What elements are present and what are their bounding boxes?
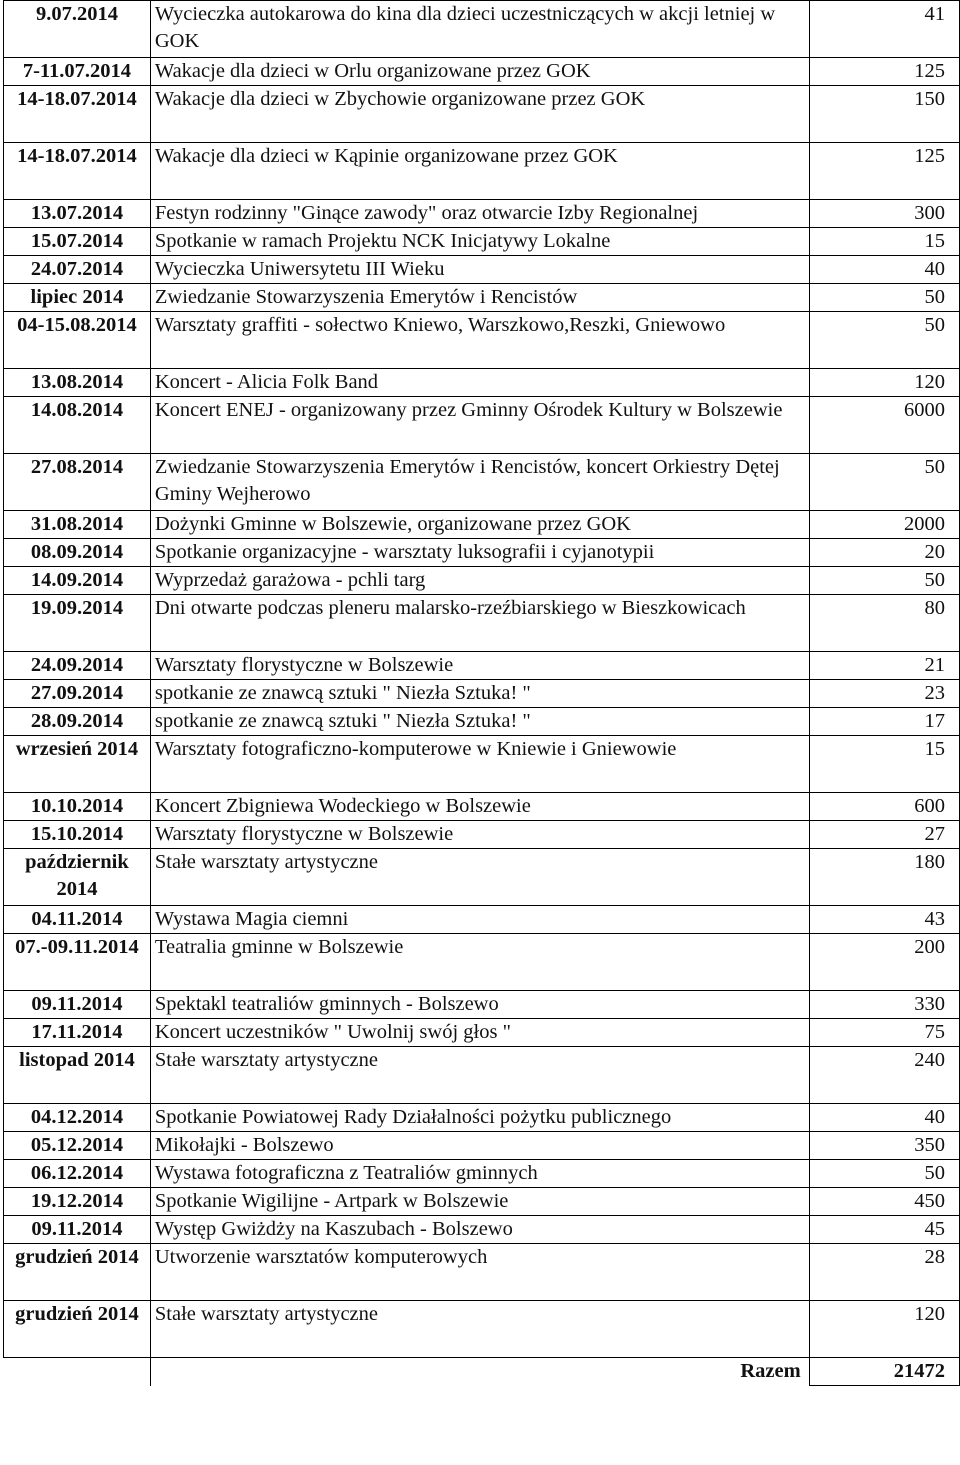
event-date: 24.07.2014 xyxy=(4,256,151,284)
event-date: 27.08.2014 xyxy=(4,454,151,511)
event-name: Festyn rodzinny "Ginące zawody" oraz otwarcie Izby Regionalnej xyxy=(150,200,809,228)
event-name: Wakacje dla dzieci w Zbychowie organizowane przez GOK xyxy=(150,86,809,143)
event-date: 09.11.2014 xyxy=(4,991,151,1019)
participant-count: 17 xyxy=(809,708,959,736)
participant-count: 20 xyxy=(809,539,959,567)
participant-count: 125 xyxy=(809,143,959,200)
participant-count: 50 xyxy=(809,312,959,369)
event-name: Spotkanie w ramach Projektu NCK Inicjatywy Lokalne xyxy=(150,228,809,256)
event-name: Spotkanie organizacyjne - warsztaty luksografii i cyjanotypii xyxy=(150,539,809,567)
participant-count: 50 xyxy=(809,284,959,312)
participant-count: 6000 xyxy=(809,397,959,454)
event-date: 06.12.2014 xyxy=(4,1160,151,1188)
event-date: 14.09.2014 xyxy=(4,567,151,595)
event-name: Spotkanie Wigilijne - Artpark w Bolszewie xyxy=(150,1188,809,1216)
table-row xyxy=(4,284,960,312)
event-date: 19.09.2014 xyxy=(4,595,151,652)
table-row xyxy=(4,511,960,539)
event-date: 14-18.07.2014 xyxy=(4,86,151,143)
participant-count: 40 xyxy=(809,256,959,284)
event-date: wrzesień 2014 xyxy=(4,736,151,793)
participant-count: 50 xyxy=(809,567,959,595)
event-name: Stałe warsztaty artystyczne xyxy=(150,1301,809,1358)
table-row xyxy=(4,228,960,256)
event-name: Teatralia gminne w Bolszewie xyxy=(150,934,809,991)
events-table xyxy=(3,0,960,1386)
participant-count: 15 xyxy=(809,736,959,793)
event-name: Występ Gwiżdży na Kaszubach - Bolszewo xyxy=(150,1216,809,1244)
table-row xyxy=(4,539,960,567)
event-date: 9.07.2014 xyxy=(4,1,151,58)
participant-count: 350 xyxy=(809,1132,959,1160)
event-date: październik 2014 xyxy=(4,849,151,906)
table-row xyxy=(4,821,960,849)
event-name: Dni otwarte podczas pleneru malarsko-rzeźbiarskiego w Bieszkowicach xyxy=(150,595,809,652)
participant-count: 43 xyxy=(809,906,959,934)
participant-count: 450 xyxy=(809,1188,959,1216)
event-date: 04.12.2014 xyxy=(4,1104,151,1132)
table-row xyxy=(4,652,960,680)
event-name: Koncert ENEJ - organizowany przez Gminny Ośrodek Kultury w Bolszewie xyxy=(150,397,809,454)
table-row xyxy=(4,1047,960,1104)
event-date: 31.08.2014 xyxy=(4,511,151,539)
table-row xyxy=(4,1,960,58)
participant-count: 15 xyxy=(809,228,959,256)
participant-count: 2000 xyxy=(809,511,959,539)
event-date: grudzień 2014 xyxy=(4,1244,151,1301)
event-name: Koncert - Alicia Folk Band xyxy=(150,369,809,397)
participant-count: 50 xyxy=(809,454,959,511)
event-date: 07.-09.11.2014 xyxy=(4,934,151,991)
participant-count: 40 xyxy=(809,1104,959,1132)
table-row xyxy=(4,934,960,991)
table-row xyxy=(4,369,960,397)
event-name: Mikołajki - Bolszewo xyxy=(150,1132,809,1160)
event-name: Spotkanie Powiatowej Rady Działalności pożytku publicznego xyxy=(150,1104,809,1132)
participant-count: 28 xyxy=(809,1244,959,1301)
participant-count: 600 xyxy=(809,793,959,821)
event-date: 17.11.2014 xyxy=(4,1019,151,1047)
total-row xyxy=(4,1358,960,1386)
table-row xyxy=(4,793,960,821)
event-name: Warsztaty graffiti - sołectwo Kniewo, Warszkowo,Reszki, Gniewowo xyxy=(150,312,809,369)
total-label: Razem xyxy=(150,1358,809,1386)
event-date: 05.12.2014 xyxy=(4,1132,151,1160)
participant-count: 125 xyxy=(809,58,959,86)
table-row xyxy=(4,849,960,906)
event-name: Spektakl teatraliów gminnych - Bolszewo xyxy=(150,991,809,1019)
table-row xyxy=(4,1132,960,1160)
event-date: lipiec 2014 xyxy=(4,284,151,312)
event-date: 19.12.2014 xyxy=(4,1188,151,1216)
event-name: Koncert uczestników " Uwolnij swój głos " xyxy=(150,1019,809,1047)
table-row xyxy=(4,256,960,284)
table-row xyxy=(4,1160,960,1188)
event-date: 15.07.2014 xyxy=(4,228,151,256)
event-date: 28.09.2014 xyxy=(4,708,151,736)
table-row xyxy=(4,906,960,934)
event-name: Wakacje dla dzieci w Orlu organizowane przez GOK xyxy=(150,58,809,86)
table-row xyxy=(4,736,960,793)
event-date: 14.08.2014 xyxy=(4,397,151,454)
table-row xyxy=(4,708,960,736)
table-row xyxy=(4,58,960,86)
event-name: Wycieczka Uniwersytetu III Wieku xyxy=(150,256,809,284)
event-name: Koncert Zbigniewa Wodeckiego w Bolszewie xyxy=(150,793,809,821)
table-row xyxy=(4,200,960,228)
table-row xyxy=(4,595,960,652)
participant-count: 75 xyxy=(809,1019,959,1047)
table-row xyxy=(4,991,960,1019)
participant-count: 23 xyxy=(809,680,959,708)
total-spacer xyxy=(4,1358,151,1386)
event-date: 7-11.07.2014 xyxy=(4,58,151,86)
table-row xyxy=(4,86,960,143)
event-date: 14-18.07.2014 xyxy=(4,143,151,200)
participant-count: 21 xyxy=(809,652,959,680)
event-name: Warsztaty florystyczne w Bolszewie xyxy=(150,652,809,680)
event-date: 09.11.2014 xyxy=(4,1216,151,1244)
event-date: 24.09.2014 xyxy=(4,652,151,680)
event-name: Zwiedzanie Stowarzyszenia Emerytów i Rencistów xyxy=(150,284,809,312)
event-name: Wystawa fotograficzna z Teatraliów gminnych xyxy=(150,1160,809,1188)
event-name: Utworzenie warsztatów komputerowych xyxy=(150,1244,809,1301)
table-row xyxy=(4,1188,960,1216)
participant-count: 50 xyxy=(809,1160,959,1188)
event-date: 08.09.2014 xyxy=(4,539,151,567)
event-date: grudzień 2014 xyxy=(4,1301,151,1358)
participant-count: 240 xyxy=(809,1047,959,1104)
event-date: 04-15.08.2014 xyxy=(4,312,151,369)
participant-count: 120 xyxy=(809,369,959,397)
participant-count: 200 xyxy=(809,934,959,991)
event-name: Stałe warsztaty artystyczne xyxy=(150,1047,809,1104)
participant-count: 41 xyxy=(809,1,959,58)
table-row xyxy=(4,680,960,708)
event-date: 10.10.2014 xyxy=(4,793,151,821)
participant-count: 330 xyxy=(809,991,959,1019)
participant-count: 45 xyxy=(809,1216,959,1244)
table-row xyxy=(4,1301,960,1358)
event-name: spotkanie ze znawcą sztuki " Niezła Sztuka! " xyxy=(150,708,809,736)
table-row xyxy=(4,143,960,200)
participant-count: 180 xyxy=(809,849,959,906)
table-row xyxy=(4,1104,960,1132)
participant-count: 80 xyxy=(809,595,959,652)
participant-count: 120 xyxy=(809,1301,959,1358)
table-row xyxy=(4,397,960,454)
event-date: 04.11.2014 xyxy=(4,906,151,934)
event-name: Stałe warsztaty artystyczne xyxy=(150,849,809,906)
event-date: listopad 2014 xyxy=(4,1047,151,1104)
participant-count: 27 xyxy=(809,821,959,849)
event-name: Wystawa Magia ciemni xyxy=(150,906,809,934)
table-row xyxy=(4,454,960,511)
event-name: Zwiedzanie Stowarzyszenia Emerytów i Rencistów, koncert Orkiestry Dętej Gminy Wejherowo xyxy=(150,454,809,511)
participant-count: 150 xyxy=(809,86,959,143)
table-row xyxy=(4,567,960,595)
table-row xyxy=(4,312,960,369)
total-value: 21472 xyxy=(809,1358,959,1386)
table-row xyxy=(4,1216,960,1244)
event-date: 15.10.2014 xyxy=(4,821,151,849)
event-name: Wycieczka autokarowa do kina dla dzieci uczestniczących w akcji letniej w GOK xyxy=(150,1,809,58)
event-date: 27.09.2014 xyxy=(4,680,151,708)
table-row xyxy=(4,1019,960,1047)
event-name: spotkanie ze znawcą sztuki " Niezła Sztuka! " xyxy=(150,680,809,708)
event-name: Warsztaty florystyczne w Bolszewie xyxy=(150,821,809,849)
table-row xyxy=(4,1244,960,1301)
event-name: Wakacje dla dzieci w Kąpinie organizowane przez GOK xyxy=(150,143,809,200)
event-name: Warsztaty fotograficzno-komputerowe w Kniewie i Gniewowie xyxy=(150,736,809,793)
participant-count: 300 xyxy=(809,200,959,228)
event-name: Dożynki Gminne w Bolszewie, organizowane przez GOK xyxy=(150,511,809,539)
event-date: 13.08.2014 xyxy=(4,369,151,397)
event-name: Wyprzedaż garażowa - pchli targ xyxy=(150,567,809,595)
event-date: 13.07.2014 xyxy=(4,200,151,228)
events-table-body xyxy=(4,1,960,1358)
